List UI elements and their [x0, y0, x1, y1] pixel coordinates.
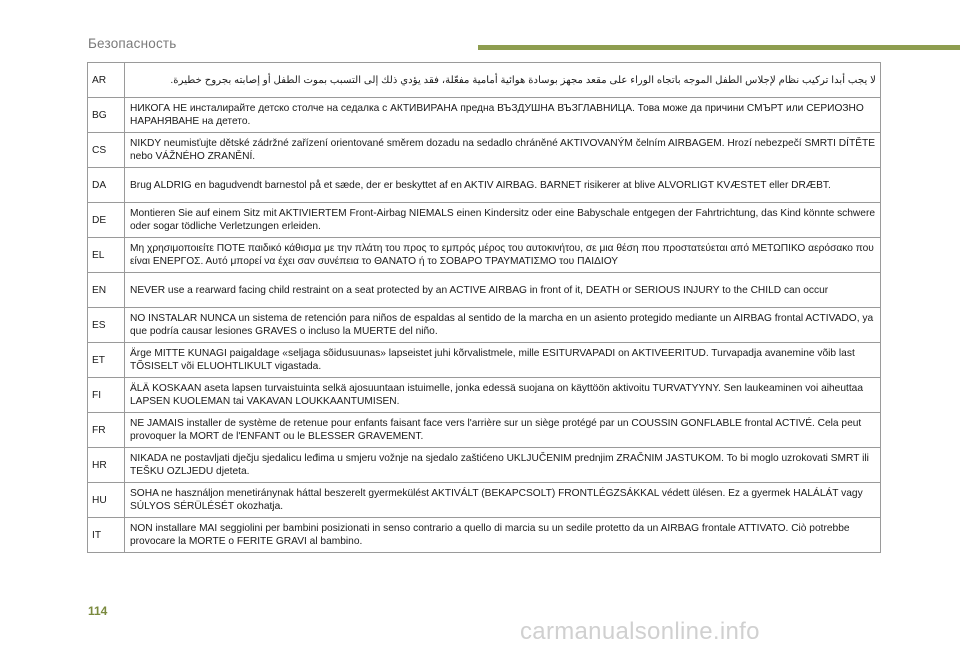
table-row	[88, 518, 881, 553]
language-code-cell: DE	[88, 203, 125, 238]
warning-text-cell: ÄLÄ KOSKAAN aseta lapsen turvaistuinta selkä ajosuuntaan istuimelle, jonka edessä suojana on käyttöön aktivoitu TURVATYYNY. Sen laukeaminen voi aiheuttaa LAPSEN KUOLEMAN tai VAKAVAN LOUKKAANTUMISEN.	[125, 378, 881, 413]
warning-text-cell: NIKDY neumisťujte dětské zádržné zařízení orientované směrem dozadu na sedadlo chráněné AKTIVOVANÝM čelním AIRBAGEM. Hrozí nebezpečí SMRTI DÍTĚTE nebo VÁŽNÉHO ZRANĚNÍ.	[125, 133, 881, 168]
language-code-cell: CS	[88, 133, 125, 168]
table-row	[88, 483, 881, 518]
language-code-cell: HU	[88, 483, 125, 518]
table-row	[88, 133, 881, 168]
language-code-cell: IT	[88, 518, 125, 553]
warning-text-cell: NIKADA ne postavljati dječju sjedalicu leđima u smjeru vožnje na sjedalo zaštićeno UKLJUČENIM prednjim ZRAČNIM JASTUKOM. To bi moglo uzrokovati SMRT ili TEŠKU OZLJEDU djeteta.	[125, 448, 881, 483]
warning-text-cell: NEVER use a rearward facing child restraint on a seat protected by an ACTIVE AIRBAG in front of it, DEATH or SERIOUS INJURY to the CHILD can occur	[125, 273, 881, 308]
table-row	[88, 343, 881, 378]
warning-text-cell: Μη χρησιμοποιείτε ΠΟΤΕ παιδικό κάθισμα με την πλάτη του προς το εμπρός μέρος του αυτοκινήτου, σε μια θέση που προστατεύεται από ΜΕΤΩΠΙΚΟ αερόσακο που είναι ΕΝΕΡΓΟΣ. Αυτό μπορεί να έχει σαν συνέπεια το ΘΑΝΑΤΟ ή το ΣΟΒΑΡΟ ΤΡΑΥΜΑΤΙΣΜΟ του ΠΑΙΔΙΟΥ	[125, 238, 881, 273]
language-code-cell: FI	[88, 378, 125, 413]
warning-text-cell: НИКОГА НЕ инсталирайте детско столче на седалка с АКТИВИРАНА предна ВЪЗДУШНА ВЪЗГЛАВНИЦА. Това може да причини СМЪРТ или СЕРИОЗНО НАРАНЯВАНЕ на детето.	[125, 98, 881, 133]
warning-text-cell: Brug ALDRIG en bagudvendt barnestol på et sæde, der er beskyttet af en AKTIV AIRBAG. BARNET risikerer at blive ALVORLIGT KVÆSTET eller DRÆBT.	[125, 168, 881, 203]
language-code-cell: HR	[88, 448, 125, 483]
language-code-cell: BG	[88, 98, 125, 133]
table-row	[88, 378, 881, 413]
table-row	[88, 238, 881, 273]
warning-text-cell: Montieren Sie auf einem Sitz mit AKTIVIERTEM Front-Airbag NIEMALS einen Kindersitz oder eine Babyschale entgegen der Fahrtrichtung, das Kind könnte schwere oder sogar tödliche Verletzungen erleiden.	[125, 203, 881, 238]
warning-translations-table	[87, 62, 881, 553]
page-header	[88, 33, 960, 53]
warning-text-cell: NO INSTALAR NUNCA un sistema de retención para niños de espaldas al sentido de la marcha en un asiento protegido mediante un AIRBAG frontal ACTIVADO, ya que podría causar lesiones GRAVES o incluso la MUERTE del niño.	[125, 308, 881, 343]
warning-text-cell: Ärge MITTE KUNAGI paigaldage «seljaga sõidusuunas» lapseistet juhi kõrvalistmele, mille ESITURVAPADI on AKTIVEERITUD. Turvapadja avanemine võib last TÕSISELT või ELUOHTLIKULT vigastada.	[125, 343, 881, 378]
language-code-cell: DA	[88, 168, 125, 203]
table-row	[88, 203, 881, 238]
language-code-cell: EL	[88, 238, 125, 273]
warning-text-cell: SOHA ne használjon menetiránynak háttal beszerelt gyermekülést AKTIVÁLT (BEKAPCSOLT) FRONTLÉGZSÁKKAL védett ülésen. Ez a gyermek HALÁLÁT vagy SÚLYOS SÉRÜLÉSÉT okozhatja.	[125, 483, 881, 518]
language-code-cell: ET	[88, 343, 125, 378]
section-title: Безопасность	[88, 36, 177, 51]
table-row	[88, 413, 881, 448]
watermark: carmanualsonline.info	[520, 618, 760, 645]
language-code-cell: EN	[88, 273, 125, 308]
page-number: 114	[88, 604, 108, 618]
table-row	[88, 168, 881, 203]
table-row	[88, 308, 881, 343]
warning-text-cell: NON installare MAI seggiolini per bambini posizionati in senso contrario a quello di marcia su un sedile protetto da un AIRBAG frontale ATTIVATO. Ciò potrebbe provocare la MORTE o FERITE GRAVI al bambino.	[125, 518, 881, 553]
table-row	[88, 448, 881, 483]
table-row	[88, 63, 881, 98]
language-code-cell: FR	[88, 413, 125, 448]
table-row	[88, 273, 881, 308]
warning-text-cell: لا يجب أبدا تركيب نظام لإجلاس الطفل الموجه باتجاه الوراء على مقعد مجهز بوسادة هوائية أمامية مفعّلة، فقد يؤدي ذلك إلى التسبب بموت الطفل أو إصابته بجروح خطيرة.	[125, 63, 881, 98]
warning-text-cell: NE JAMAIS installer de système de retenue pour enfants faisant face vers l'arrière sur un siège protégé par un COUSSIN GONFLABLE frontal ACTIVÉ. Cela peut provoquer la MORT de l'ENFANT ou le BLESSER GRAVEMENT.	[125, 413, 881, 448]
language-code-cell: AR	[88, 63, 125, 98]
header-accent-rule	[478, 45, 960, 50]
language-code-cell: ES	[88, 308, 125, 343]
table-row	[88, 98, 881, 133]
